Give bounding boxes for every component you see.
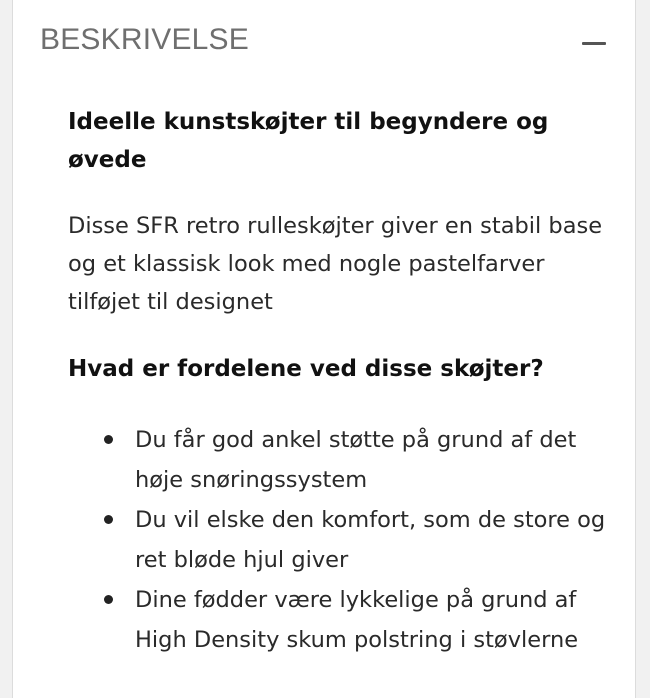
- benefits-heading: Hvad er fordelene ved disse skøjter?: [68, 356, 544, 382]
- bullet-icon: [104, 595, 113, 604]
- bullet-icon: [104, 515, 113, 524]
- minus-icon[interactable]: [582, 42, 606, 45]
- benefits-list: [68, 420, 618, 660]
- benefit-text: Dine fødder være lykkelige på grund af High Density skum polstring i støvlerne: [135, 587, 579, 653]
- accordion-header[interactable]: [13, 0, 635, 80]
- benefit-text: Du får god ankel støtte på grund af det høje snøringssystem: [135, 427, 577, 493]
- list-item: [68, 580, 618, 660]
- description-panel: [12, 0, 636, 698]
- description-content: [68, 103, 618, 660]
- list-item: [68, 420, 618, 500]
- accordion-title: BESKRIVELSE: [40, 23, 249, 56]
- bullet-icon: [104, 435, 113, 444]
- description-paragraph: Disse SFR retro rulleskøjter giver en stabil base og et klassisk look med nogle pastelfarver tilføjet til designet: [68, 213, 603, 315]
- list-item: [68, 500, 618, 580]
- benefit-text: Du vil elske den komfort, som de store og ret bløde hjul giver: [135, 507, 606, 573]
- description-heading: Ideelle kunstskøjter til begyndere og øvede: [68, 109, 549, 173]
